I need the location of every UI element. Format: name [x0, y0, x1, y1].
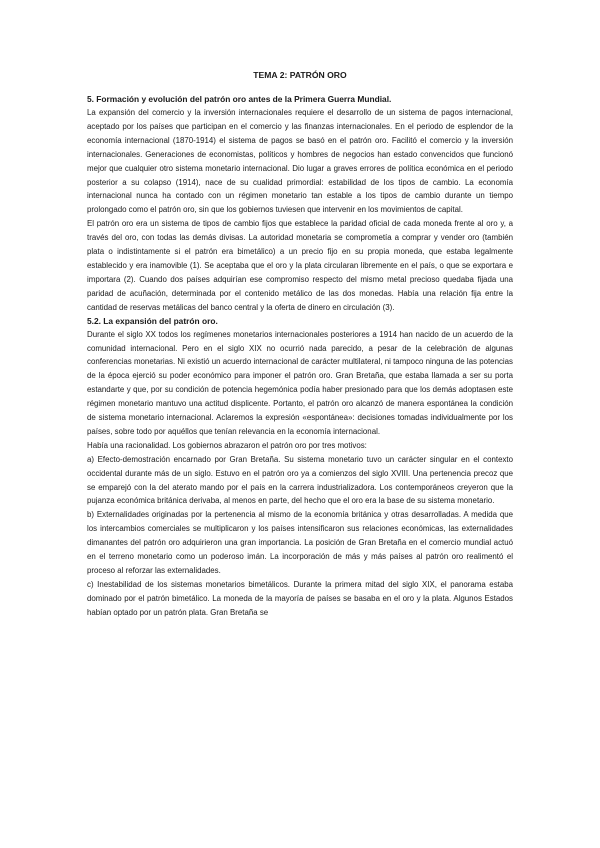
paragraph-5: a) Efecto-demostración encarnado por Gran Bretaña. Su sistema monetario tuvo un carácter singular en el contexto occidental durante más de un siglo. Estuvo en el patrón oro ya a comienzos del siglo XVIII. Una pertenencia precoz que se emparejó con la del aterato mando por el país en la carrera industrializadora. Los contemporáneos creyeron que la pujanza económica británica derivaba, al menos en parte, del hecho que el oro era la base de su sistema monetario. [87, 454, 513, 506]
paragraph-3: Durante el siglo XX todos los regímenes monetarios internacionales posteriores a 1914 han nacido de un acuerdo de la comunidad internacional. Pero en el siglo XIX no ocurrió nada parecido, a pesar de la celebración de algunas conferencias monetarias. Ni existió un acuerdo internacional de carácter multilateral, ni tampoco ninguna de las potencias de la época ejerció su poder económico para imponer el patrón oro. Gran Bretaña, que estaba llamada a ser su porta estandarte y que, por su condición de potencia hegemónica podía haber presionado para que los demás adoptasen este régimen monetario mantuvo una actitud displicente. Portanto, el patrón oro alcanzó de manera espontánea la condición de sistema monetario internacional. Aclaremos la expresión «espontánea»: decisiones tomadas individualmente por los países, sobre todo por aquéllos que tenían relevancia en la economía internacional. [87, 329, 513, 436]
paragraph-2: El patrón oro era un sistema de tipos de cambio fijos que establece la paridad oficial de cada moneda frente al oro y, a través del oro, con todas las demás divisas. La autoridad monetaria se comprometía a comprar y vender oro (también plata o indistintamente si el patrón era bimetálico) a un precio fijo en su propia moneda, que estaba legalmente establecido y era inamovible (1). Se aceptaba que el oro y la plata circularan libremente en el país, o que se exportara e importara (2). Cuando dos países adquirían ese compromiso respecto del mismo metal precioso quedaba fijada una paridad de acuñación, determinada por el contenido metálico de las dos monedas. Había una relación fija entre la cantidad de reservas metálicas del banco central y la oferta de dinero en circulación (3). [87, 219, 513, 312]
document-title: TEMA 2: PATRÓN ORO [253, 70, 347, 80]
document-page [87, 70, 513, 620]
paragraph-1: La expansión del comercio y la inversión internacionales requiere el desarrollo de un sistema de pagos internacional, aceptado por los países que participan en el comercio y las finanzas internacionales. En el periodo de esplendor de la economía internacional (1870-1914) el sistema de pagos se basó en el patrón oro. Facilitó el comercio y la inversión internacionales. Generaciones de economistas, políticos y hombres de negocios han estado convencidos que funcionó mejor que cualquier otro sistema monetario internacional. Dio lugar a graves errores de política económica en el periodo posterior a su colapso (1914), nace de su cualidad primordial: estabilidad de los tipos de cambio. La economía internacional nunca ha contado con un régimen monetario tan estable a los tipos de cambio durante un tiempo prolongado como el patrón oro, sin que los gobiernos tuviesen que intervenir en los movimientos de capital. [87, 108, 513, 215]
paragraph-6: b) Externalidades originadas por la pertenencia al mismo de la economía británica y otras desarrolladas. A medida que los intercambios comerciales se multiplicaron y los países intensificaron sus relaciones económicas, las externalidades dimanantes del patrón oro adquirieron una gran importancia. La posición de Gran Bretaña en el comercio mundial actuó en el terreno monetario como un poderoso imán. La incorporación de más y más países al patrón oro realimentó el proceso al reforzar las externalidades. [87, 510, 513, 575]
paragraph-4: Había una racionalidad. Los gobiernos abrazaron el patrón oro por tres motivos: [87, 440, 367, 450]
section-5-2-heading: 5.2. La expansión del patrón oro. [87, 315, 218, 326]
paragraph-7: c) Inestabilidad de los sistemas monetarios bimetálicos. Durante la primera mitad del siglo XIX, el panorama estaba dominado por el patrón bimetálico. La moneda de la mayoría de países se basaba en el oro y la plata. Algunos Estados habían optado por un patrón plata. Gran Bretaña se [87, 579, 513, 617]
section-5-heading: 5. Formación y evolución del patrón oro antes de la Primera Guerra Mundial. [87, 94, 392, 104]
